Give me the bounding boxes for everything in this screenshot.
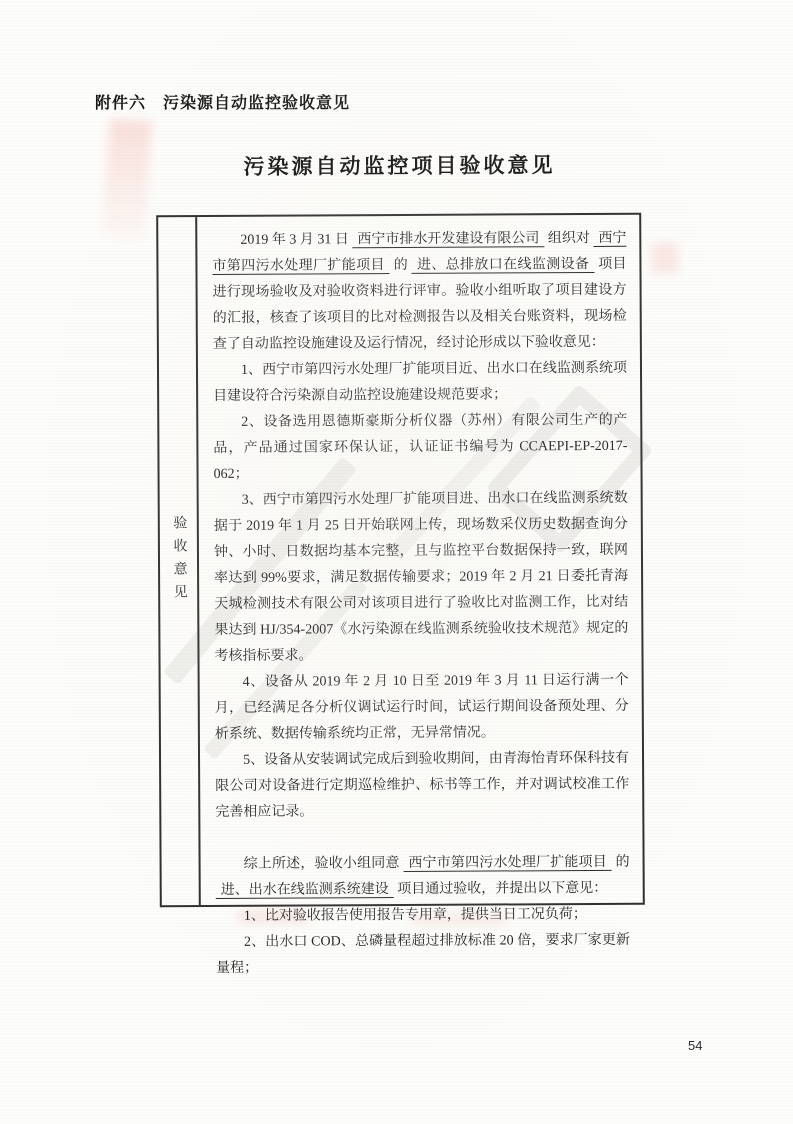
opinion-item: 4、设备从 2019 年 2 月 10 日至 2019 年 3 月 11 日运行满一个月，已经满足各分析仪调试运行时间，试运行期间设备预处理、分析系统、数据传输系统均正常，无异常情况。: [214, 672, 629, 742]
spacer: [215, 824, 629, 852]
conclusion-paragraph: [216, 850, 630, 904]
attachment-heading: 附件六 污染源自动监控验收意见: [95, 95, 351, 112]
conclusion-text: 综上所述，验收小组同意: [243, 856, 400, 872]
acceptance-opinion-table: [156, 213, 645, 976]
intro-text: 组织对: [547, 231, 590, 247]
opinion-item: 3、西宁市第四污水处理厂扩能项目进、出水口在线监测系统数据于 2019 年 1 月 25 日开始联网上传，现场数采仪历史数据查询分钟、小时、日数据均基本完整，且与监控平台数据保持一致，联网率达到 99%要求，满足数据传输要求；2019 年 2 月 21 日委托青海天城检测技术有限公司对该项目进行了验收比对监测工作，比对结果达到 HJ/354-2007《水污染源在线监测系统验收技术规范》规定的考核指标要求。: [213, 490, 629, 664]
final-item: 1、比对验收报告使用报告专用章，提供当日工况负荷；: [243, 907, 587, 924]
opinion-item: 1、西宁市第四污水处理厂扩能项目近、出水口在线监测系统项目建设符合污染源自动监控设施建设规范要求；: [213, 360, 628, 404]
page-number: 54: [688, 1038, 703, 1053]
conclusion-text: 的: [615, 854, 630, 870]
opinion-item: 5、设备从安装调试完成后到验收期间，由青海怡青环保科技有限公司对设备进行定期巡检维护、标书等工作，并对调试校准工作完善相应记录。: [215, 750, 630, 820]
opinion-content-cell: [197, 215, 643, 976]
equipment-blank: 进、总排放口在线监测设备: [412, 257, 594, 274]
project-name-blank: 西宁市第四污水处理厂扩能项目: [403, 855, 612, 872]
form-title: 污染源自动监控项目验收意见: [243, 153, 556, 179]
intro-paragraph: [212, 226, 627, 358]
system-name-blank: 进、出水在线监测系统建设: [216, 882, 394, 899]
row-label-cell: [158, 217, 201, 905]
row-label: 验收意见: [171, 515, 187, 608]
opinion-item: 2、设备选用恩德斯豪斯分析仪器（苏州）有限公司生产的产品，产品通过国家环保认证，认证证书编号为 CCAEPI-EP-2017-062；: [213, 412, 628, 482]
intro-date: 2019 年 3 月 31 日: [240, 232, 349, 248]
conclusion-text: 项目通过验收，并提出以下意见：: [397, 880, 608, 898]
intro-text: 项目进行现场验收及对验收资料进行评审。验收小组听取了项目建设方的汇报，核查了该项目的比对检测报告以及相关台账资料，现场检查了自动监控设施建设及运行情况，经讨论形成以下验收意见：: [212, 256, 627, 352]
project-name-blank: 西宁市第四污水处理厂扩能项目: [212, 230, 627, 274]
intro-text: 的: [393, 257, 409, 274]
organizer-blank: 西宁市排水开发建设有限公司: [352, 231, 544, 248]
final-item: 2、出水口 COD、总磷量程超过排放标准 20 倍，要求厂家更新量程；: [216, 932, 631, 976]
